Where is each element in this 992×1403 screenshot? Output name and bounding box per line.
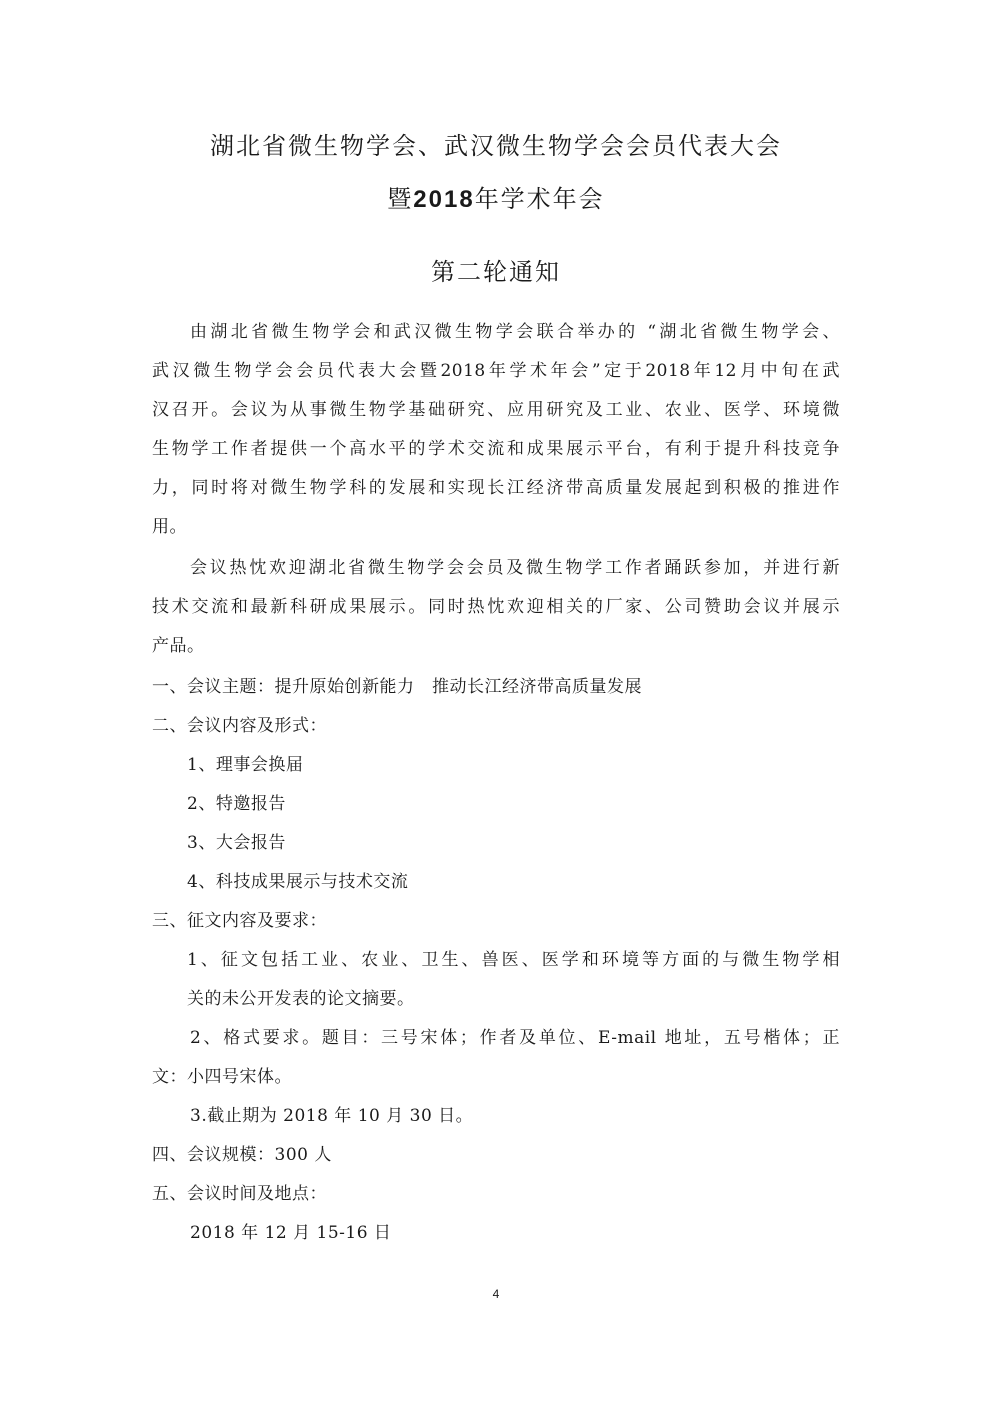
section-paper-heading: 三、征文内容及要求：	[152, 911, 327, 931]
content-item: 3、大会报告	[187, 833, 286, 853]
intro-line: 武汉微生物学会会员代表大会暨2018年学术年会”定于2018年12月中旬在武	[152, 361, 840, 381]
page-number: 4	[492, 1287, 500, 1301]
section-time-heading: 五、会议时间及地点：	[152, 1184, 327, 1204]
subtitle: 第二轮通知	[431, 258, 561, 286]
paper-item-1-line: 1、征文包括工业、农业、卫生、兽医、医学和环境等方面的与微生物学相	[187, 950, 840, 970]
intro-line: 汉召开。会议为从事微生物学基础研究、应用研究及工业、农业、医学、环境微	[152, 400, 840, 420]
meeting-date: 2018 年 12 月 15-16 日	[190, 1223, 392, 1243]
content-item: 1、理事会换届	[187, 755, 304, 775]
intro-line: 由湖北省微生物学会和武汉微生物学会联合举办的 “湖北省微生物学会、	[190, 322, 840, 342]
paper-item-1-line: 关的未公开发表的论文摘要。	[187, 989, 415, 1009]
title-line-2-prefix: 暨	[387, 185, 414, 213]
content-item: 4、科技成果展示与技术交流	[187, 872, 409, 892]
title-line-2	[0, 183, 992, 216]
paper-deadline: 3.截止期为 2018 年 10 月 30 日。	[190, 1106, 474, 1126]
welcome-line: 会议热忱欢迎湖北省微生物学会会员及微生物学工作者踊跃参加，并进行新	[190, 558, 840, 578]
title-year: 2018	[413, 186, 475, 213]
welcome-line: 产品。	[152, 636, 205, 656]
intro-line: 用。	[152, 517, 187, 537]
content-item: 2、特邀报告	[187, 794, 286, 814]
intro-line: 生物学工作者提供一个高水平的学术交流和成果展示平台，有利于提升科技竞争	[152, 439, 840, 459]
paper-item-2-line: 文：小四号宋体。	[152, 1067, 292, 1087]
section-theme: 一、会议主题：提升原始创新能力 推动长江经济带高质量发展	[152, 677, 642, 697]
section-scale: 四、会议规模：300 人	[152, 1145, 332, 1165]
section-content-heading: 二、会议内容及形式：	[152, 716, 327, 736]
paper-item-2-line: 2、格式要求。题目：三号宋体；作者及单位、E-mail 地址，五号楷体；正	[190, 1028, 840, 1048]
title-line-2-suffix: 年学术年会	[474, 185, 605, 213]
welcome-line: 技术交流和最新科研成果展示。同时热忱欢迎相关的厂家、公司赞助会议并展示	[152, 597, 840, 617]
title-line-1: 湖北省微生物学会、武汉微生物学会会员代表大会	[210, 132, 782, 160]
intro-line: 力，同时将对微生物学科的发展和实现长江经济带高质量发展起到积极的推进作	[152, 478, 840, 498]
